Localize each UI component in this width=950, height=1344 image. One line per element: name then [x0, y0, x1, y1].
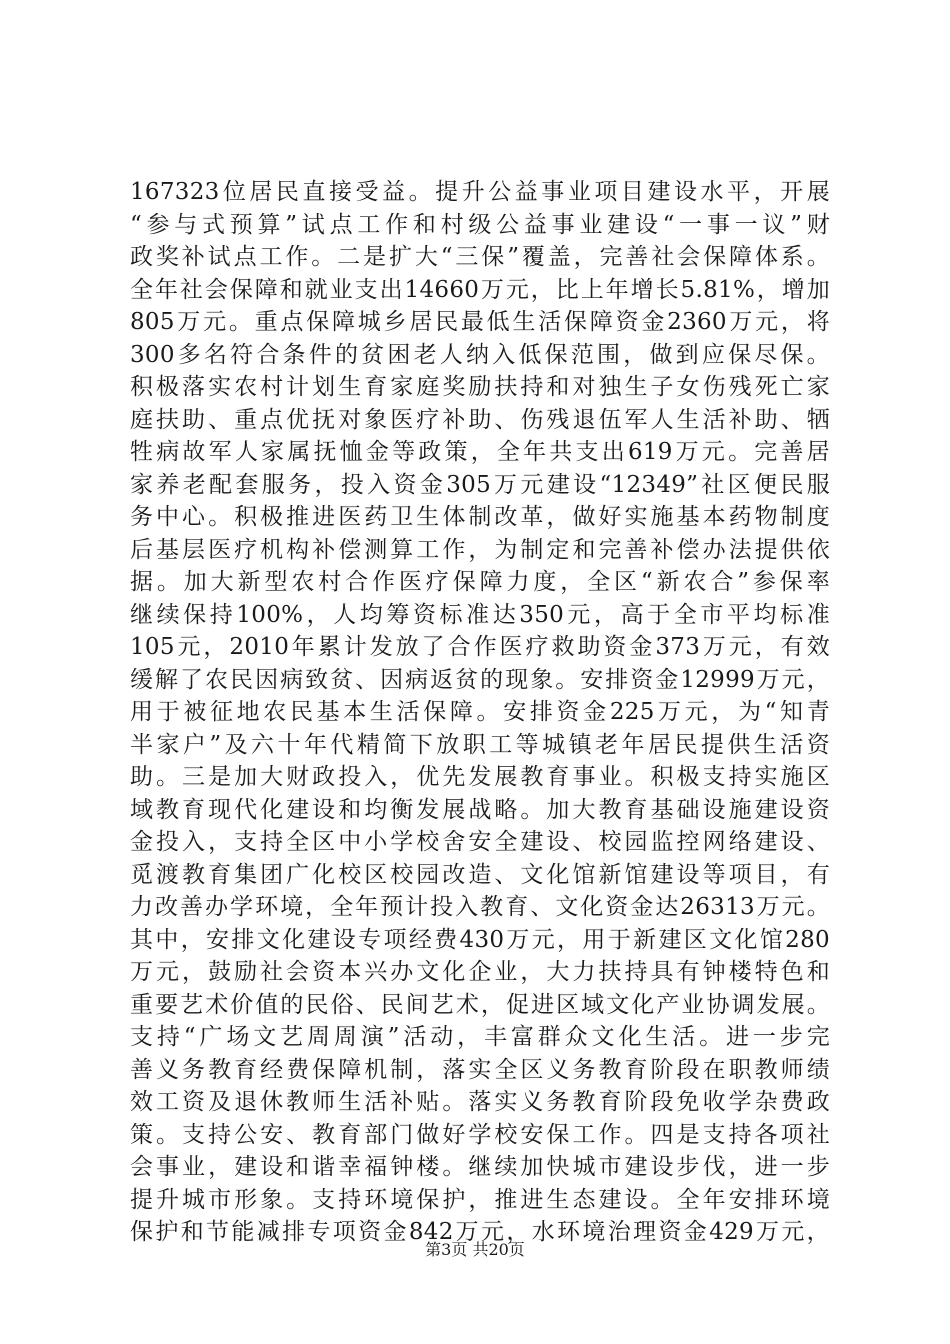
- text-line: 务中心。积极推进医药卫生体制改革，做好实施基本药物制度: [130, 504, 830, 530]
- text-line: 牲病故军人家属抚恤金等政策，全年共支出619万元。完善居: [130, 439, 830, 465]
- text-line: 其中，安排文化建设专项经费430万元，用于新建区文化馆280: [130, 926, 830, 953]
- text-line: 继续保持100%，人均筹资标准达350元，高于全市平均标准: [130, 601, 830, 628]
- text-line: 善义务教育经费保障机制，落实全区义务教育阶段在职教师绩: [130, 1056, 830, 1083]
- page-footer: 第3页 共20页: [425, 1240, 525, 1259]
- text-line: 效工资及退休教师生活补贴。落实义务教育阶段免收学杂费政: [130, 1089, 830, 1115]
- text-line: 提升城市形象。支持环境保护，推进生态建设。全年安排环境: [130, 1186, 830, 1213]
- body-text: [130, 176, 830, 1249]
- text-line: 觅渡教育集团广化校区校园改造、文化馆新馆建设等项目，有: [130, 861, 830, 888]
- text-line: 后基层医疗机构补偿测算工作，为制定和完善补偿办法提供依: [130, 536, 830, 563]
- text-line: 缓解了农民因病致贫、因病返贫的现象。安排资金12999万元，: [130, 666, 830, 693]
- text-line: 105元，2010年累计发放了合作医疗救助资金373万元，有效: [130, 634, 830, 660]
- text-line: 策。支持公安、教育部门做好学校安保工作。四是支持各项社: [130, 1121, 830, 1148]
- text-line: 域教育现代化建设和均衡发展战略。加大教育基础设施建设资: [130, 796, 830, 823]
- text-line: 家养老配套服务，投入资金305万元建设“12349”社区便民服: [130, 471, 830, 498]
- text-line: 半家户”及六十年代精简下放职工等城镇老年居民提供生活资: [130, 731, 830, 758]
- text-line: 805万元。重点保障城乡居民最低生活保障资金2360万元，将: [130, 309, 830, 335]
- text-line: 会事业，建设和谐幸福钟楼。继续加快城市建设步伐，进一步: [130, 1154, 830, 1180]
- text-line: 据。加大新型农村合作医疗保障力度，全区“新农合”参保率: [130, 569, 830, 595]
- text-line: 支持“广场文艺周周演”活动，丰富群众文化生活。进一步完: [130, 1024, 830, 1050]
- text-line: 保护和节能减排专项资金842万元，水环境治理资金429万元，: [130, 1219, 830, 1245]
- text-line: 167323位居民直接受益。提升公益事业项目建设水平，开展: [130, 179, 830, 205]
- text-line: 庭扶助、重点优抚对象医疗补助、伤残退伍军人生活补助、牺: [130, 406, 830, 433]
- text-line: 300多名符合条件的贫困老人纳入低保范围，做到应保尽保。: [130, 341, 830, 368]
- text-line: 用于被征地农民基本生活保障。安排资金225万元，为“知青: [130, 699, 830, 725]
- text-line: 金投入，支持全区中小学校舍安全建设、校园监控网络建设、: [130, 829, 830, 855]
- text-line: “参与式预算”试点工作和村级公益事业建设“一事一议”财: [130, 211, 830, 238]
- text-line: 积极落实农村计划生育家庭奖励扶持和对独生子女伤残死亡家: [130, 374, 830, 400]
- text-line: 重要艺术价值的民俗、民间艺术，促进区域文化产业协调发展。: [130, 991, 830, 1018]
- text-line: 助。三是加大财政投入，优先发展教育事业。积极支持实施区: [130, 764, 830, 790]
- text-line: 力改善办学环境，全年预计投入教育、文化资金达26313万元。: [130, 894, 830, 920]
- text-line: 全年社会保障和就业支出14660万元，比上年增长5.81%，增加: [130, 276, 830, 303]
- text-line: 万元，鼓励社会资本兴办文化企业，大力扶持具有钟楼特色和: [130, 959, 830, 985]
- text-line: 政奖补试点工作。二是扩大“三保”覆盖，完善社会保障体系。: [130, 244, 830, 270]
